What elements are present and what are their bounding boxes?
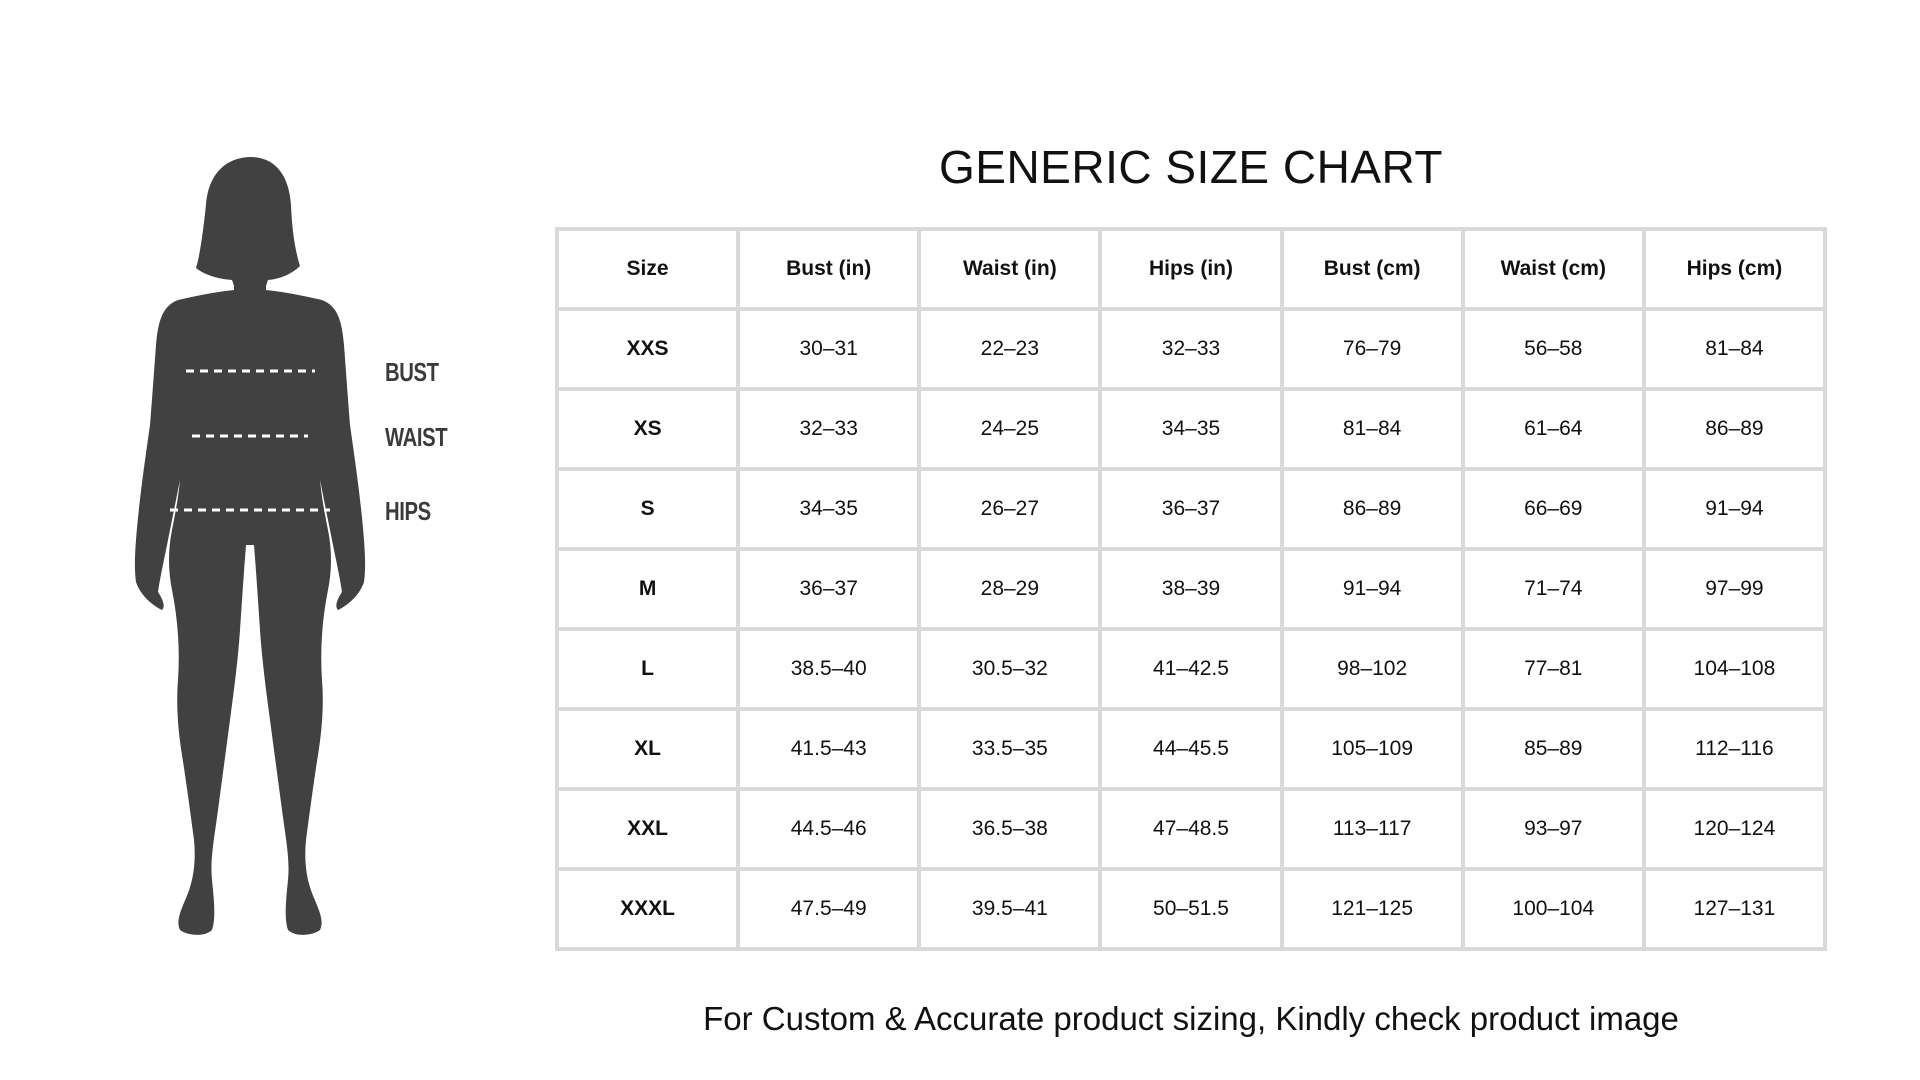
measurement-cell: 44.5–46: [738, 789, 919, 869]
table-body: [557, 309, 1825, 949]
measurement-cell: 36–37: [1100, 469, 1281, 549]
size-cell: M: [557, 549, 738, 629]
table-row: [557, 629, 1825, 709]
chart-title: GENERIC SIZE CHART: [939, 141, 1443, 193]
table-row: [557, 389, 1825, 469]
measurement-cell: 36.5–38: [919, 789, 1100, 869]
measurement-cell: 76–79: [1282, 309, 1463, 389]
measurement-cell: 112–116: [1644, 709, 1825, 789]
measurement-cell: 91–94: [1644, 469, 1825, 549]
column-header: Hips (in): [1100, 229, 1281, 309]
table-row: [557, 469, 1825, 549]
column-header: Bust (cm): [1282, 229, 1463, 309]
table-header-row: [557, 229, 1825, 309]
measurement-cell: 81–84: [1644, 309, 1825, 389]
measurement-cell: 41.5–43: [738, 709, 919, 789]
measurement-cell: 100–104: [1463, 869, 1644, 949]
column-header: Waist (cm): [1463, 229, 1644, 309]
size-cell: XXXL: [557, 869, 738, 949]
measurement-cell: 81–84: [1282, 389, 1463, 469]
measurement-cell: 91–94: [1282, 549, 1463, 629]
measurement-cell: 56–58: [1463, 309, 1644, 389]
measurement-cell: 33.5–35: [919, 709, 1100, 789]
sizing-note: For Custom & Accurate product sizing, Kindly check product image: [703, 1000, 1679, 1037]
measurement-cell: 104–108: [1644, 629, 1825, 709]
size-cell: XL: [557, 709, 738, 789]
column-header: Waist (in): [919, 229, 1100, 309]
measurement-cell: 86–89: [1282, 469, 1463, 549]
measurement-cell: 41–42.5: [1100, 629, 1281, 709]
measurement-cell: 105–109: [1282, 709, 1463, 789]
column-header: Hips (cm): [1644, 229, 1825, 309]
size-cell: L: [557, 629, 738, 709]
measurement-cell: 121–125: [1282, 869, 1463, 949]
measurement-cell: 113–117: [1282, 789, 1463, 869]
size-cell: XXS: [557, 309, 738, 389]
measurement-cell: 39.5–41: [919, 869, 1100, 949]
body-figure: [0, 0, 520, 1080]
measurement-cell: 47.5–49: [738, 869, 919, 949]
measurement-cell: 38–39: [1100, 549, 1281, 629]
measurement-cell: 127–131: [1644, 869, 1825, 949]
measurement-cell: 44–45.5: [1100, 709, 1281, 789]
measurement-cell: 77–81: [1463, 629, 1644, 709]
column-header: Size: [557, 229, 738, 309]
table-row: [557, 309, 1825, 389]
female-silhouette-icon: [0, 0, 520, 1080]
measurement-cell: 34–35: [1100, 389, 1281, 469]
measurement-cell: 98–102: [1282, 629, 1463, 709]
measurement-cell: 30.5–32: [919, 629, 1100, 709]
measurement-cell: 28–29: [919, 549, 1100, 629]
measurement-cell: 71–74: [1463, 549, 1644, 629]
measurement-cell: 24–25: [919, 389, 1100, 469]
column-header: Bust (in): [738, 229, 919, 309]
hips-label: HIPS: [385, 496, 431, 526]
measurement-cell: 34–35: [738, 469, 919, 549]
measurement-cell: 120–124: [1644, 789, 1825, 869]
measurement-cell: 86–89: [1644, 389, 1825, 469]
size-cell: S: [557, 469, 738, 549]
size-table: [555, 227, 1827, 951]
table-row: [557, 709, 1825, 789]
measurement-cell: 97–99: [1644, 549, 1825, 629]
measurement-cell: 50–51.5: [1100, 869, 1281, 949]
measurement-cell: 85–89: [1463, 709, 1644, 789]
table-row: [557, 549, 1825, 629]
measurement-cell: 32–33: [1100, 309, 1281, 389]
measurement-cell: 22–23: [919, 309, 1100, 389]
measurement-cell: 30–31: [738, 309, 919, 389]
measurement-cell: 93–97: [1463, 789, 1644, 869]
measurement-cell: 47–48.5: [1100, 789, 1281, 869]
measurement-cell: 38.5–40: [738, 629, 919, 709]
size-cell: XS: [557, 389, 738, 469]
bust-label: BUST: [385, 357, 439, 387]
measurement-cell: 61–64: [1463, 389, 1644, 469]
waist-label: WAIST: [385, 422, 448, 452]
table-row: [557, 869, 1825, 949]
measurement-cell: 36–37: [738, 549, 919, 629]
size-cell: XXL: [557, 789, 738, 869]
measurement-cell: 66–69: [1463, 469, 1644, 549]
measurement-cell: 32–33: [738, 389, 919, 469]
measurement-cell: 26–27: [919, 469, 1100, 549]
table-row: [557, 789, 1825, 869]
